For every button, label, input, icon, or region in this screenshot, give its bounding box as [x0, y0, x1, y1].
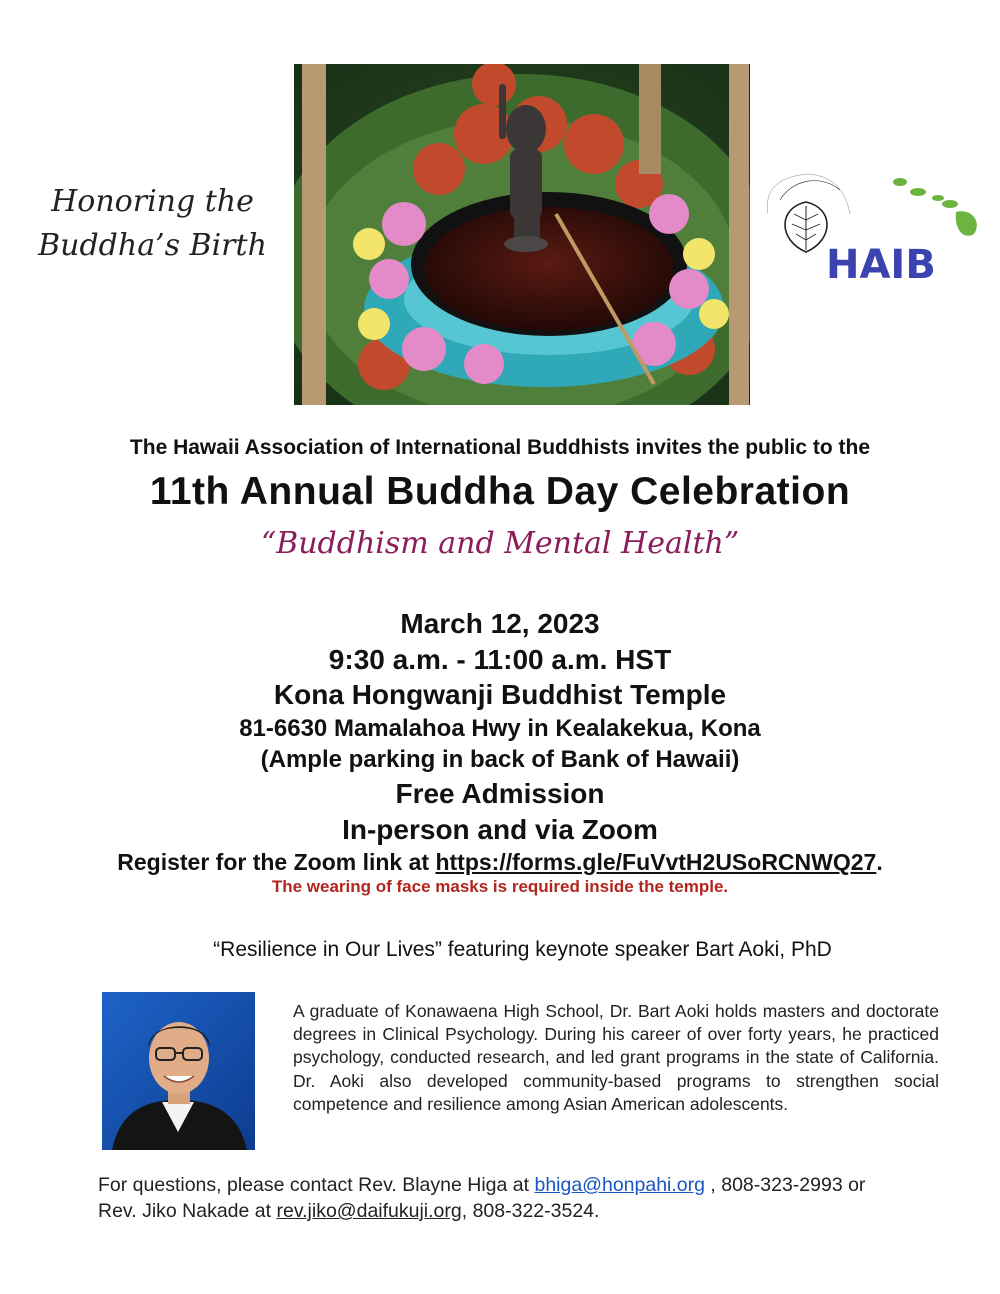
event-time: 9:30 a.m. - 11:00 a.m. HST [328, 644, 672, 675]
event-venue: Kona Hongwanji Buddhist Temple [273, 679, 727, 710]
event-theme: “Buddhism and Mental Health” [260, 526, 740, 561]
logo-text: HAIB [826, 242, 936, 285]
register-link[interactable]: https://forms.gle/FuVvtH2USoRCNWQ27 [435, 849, 877, 875]
register-prefix: Register for the Zoom link at [117, 849, 436, 875]
contact-line-2 [98, 1198, 958, 1224]
admission: Free Admission [395, 778, 605, 809]
email-link-jiko[interactable]: rev.jiko@daifukuji.org [276, 1200, 462, 1222]
event-date: March 12, 2023 [400, 608, 600, 639]
bodhi-leaf-icon [767, 174, 850, 252]
contact-line-1 [98, 1172, 958, 1198]
honoring-line-2: Buddha’s Birth [38, 228, 267, 263]
contact-info [98, 1172, 958, 1224]
contact-phone-1: , 808-323-2993 or [704, 1174, 866, 1196]
buddha-altar-photo [294, 64, 750, 405]
speaker-bio: A graduate of Konawaena High School, Dr. Bart Aoki holds masters and doctorate degrees in Clinical Psychology. During his career of over forty years, he practiced psychology, conducted research, and led grant programs in the state of California. Dr. Aoki also developed community-based programs to strengthen social competence and resilience among Asian American adolescents. [293, 1001, 939, 1114]
honoring-caption [30, 180, 275, 268]
event-address: 81-6630 Mamalahoa Hwy in Kealakekua, Kona [239, 715, 761, 742]
invite-line: The Hawaii Association of International Buddhists invites the public to the [129, 436, 871, 459]
mask-notice: The wearing of face masks is required inside the temple. [271, 877, 729, 896]
register-suffix: . [876, 849, 883, 875]
haib-logo [758, 170, 983, 285]
email-link-blayne[interactable]: bhiga@honpahi.org [534, 1174, 705, 1196]
parking-note: (Ample parking in back of Bank of Hawaii) [260, 746, 740, 773]
contact-name-2: Rev. Jiko Nakade at [98, 1200, 277, 1222]
honoring-line-1: Honoring the [51, 184, 254, 219]
contact-phone-2: , 808-322-3524. [461, 1200, 600, 1222]
speaker-photo [102, 992, 255, 1150]
register-line [0, 849, 1000, 876]
event-title: 11th Annual Buddha Day Celebration [149, 470, 851, 513]
hawaii-islands-icon [893, 178, 977, 236]
attendance-format: In-person and via Zoom [342, 814, 658, 845]
keynote-headline: “Resilience in Our Lives” featuring keynote speaker Bart Aoki, PhD [213, 938, 832, 961]
contact-prefix: For questions, please contact Rev. Blayne Higa at [98, 1174, 535, 1196]
